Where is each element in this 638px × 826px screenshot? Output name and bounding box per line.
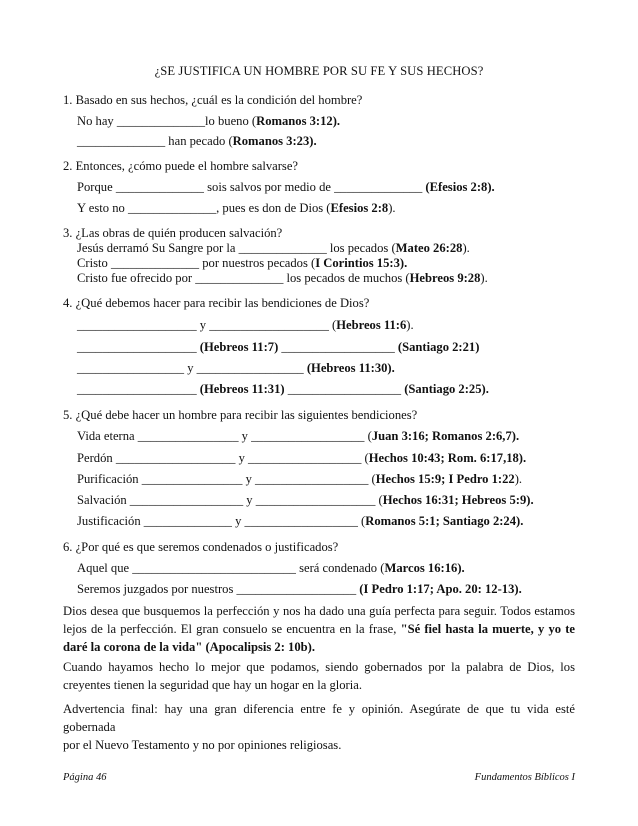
question-3-answer-3: Cristo fue ofrecido por ______________ los pecados de muchos (Hebreos 9:28). — [77, 271, 488, 285]
question-2-answer-1: Porque ______________ sois salvos por medio de ______________ (Efesios 2:8). — [77, 180, 495, 194]
question-3-answer-1: Jesús derramó Su Sangre por la ______________ los pecados (Mateo 26:28). — [77, 241, 470, 255]
paragraph-assurance: Cuando hayamos hecho lo mejor que podamos, siendo gobernados por la palabra de Dios, los creyentes tienen la seguridad que hay un hogar en la gloria. — [63, 660, 575, 692]
paragraph-warning: Advertencia final: hay una gran diferencia entre fe y opinión. Asegúrate de que tu vida esté gobernada por el Nuevo Testamento y no por opiniones religiosas. — [63, 702, 575, 752]
question-4: 4. ¿Qué debemos hacer para recibir las bendiciones de Dios? — [63, 296, 370, 310]
question-5-row: Salvación __________________ y ___________________ (Hechos 16:31; Hebreos 5:9). — [77, 493, 534, 507]
question-5-row: Purificación ________________ y __________________ (Hechos 15:9; I Pedro 1:22). — [77, 472, 523, 486]
question-5-row: Perdón ___________________ y __________________ (Hechos 10:43; Rom. 6:17,18). — [77, 451, 527, 465]
question-6: 6. ¿Por qué es que seremos condenados o justificados? — [63, 540, 339, 554]
question-4-answer-4: ___________________ (Hebreos 11:31) __________________ (Santiago 2:25). — [77, 382, 489, 396]
paragraph-perfection: Dios desea que busquemos la perfección y nos ha dado una guía perfecta para seguir. Todos estamos lejos de la perfección. El gran consuelo se encuentra en la frase, "Sé fiel hasta la muerte, y yo te daré la corona de la vida" (Apocalipsis 2: 10b). — [63, 604, 575, 654]
question-4-answer-1: ___________________ y ___________________ (Hebreos 11:6). — [77, 318, 414, 332]
footer-page-number: Página 46 — [63, 772, 107, 783]
question-1-answer-1: No hay ______________lo bueno (Romanos 3:12). — [77, 114, 341, 128]
question-5-row: Justificación ______________ y __________________ (Romanos 5:1; Santiago 2:24). — [77, 514, 524, 528]
question-3: 3. ¿Las obras de quién producen salvación? — [63, 226, 283, 240]
question-4-answer-2: ___________________ (Hebreos 11:7) __________________ (Santiago 2:21) — [77, 340, 480, 354]
question-4-answer-3: _________________ y _________________ (Hebreos 11:30). — [77, 361, 395, 375]
question-1: 1. Basado en sus hechos, ¿cuál es la condición del hombre? — [63, 93, 363, 107]
question-6-answer-2: Seremos juzgados por nuestros ___________________ (I Pedro 1:17; Apo. 20: 12-13). — [77, 582, 522, 596]
question-1-answer-2: ______________ han pecado (Romanos 3:23). — [77, 134, 317, 148]
footer-book-title: Fundamentos Bíblicos I — [474, 772, 575, 783]
question-6-answer-1: Aquel que __________________________ será condenado (Marcos 16:16). — [77, 561, 465, 575]
question-2: 2. Entonces, ¿cómo puede el hombre salvarse? — [63, 159, 298, 173]
question-3-answer-2: Cristo ______________ por nuestros pecados (I Corintios 15:3). — [77, 256, 408, 270]
question-2-answer-2: Y esto no ______________, pues es don de Dios (Efesios 2:8). — [77, 201, 396, 215]
question-5-row: Vida eterna ________________ y __________________ (Juan 3:16; Romanos 2:6,7). — [77, 429, 520, 443]
page-title: ¿SE JUSTIFICA UN HOMBRE POR SU FE Y SUS HECHOS? — [154, 64, 484, 78]
question-5: 5. ¿Qué debe hacer un hombre para recibir las siguientes bendiciones? — [63, 408, 418, 422]
